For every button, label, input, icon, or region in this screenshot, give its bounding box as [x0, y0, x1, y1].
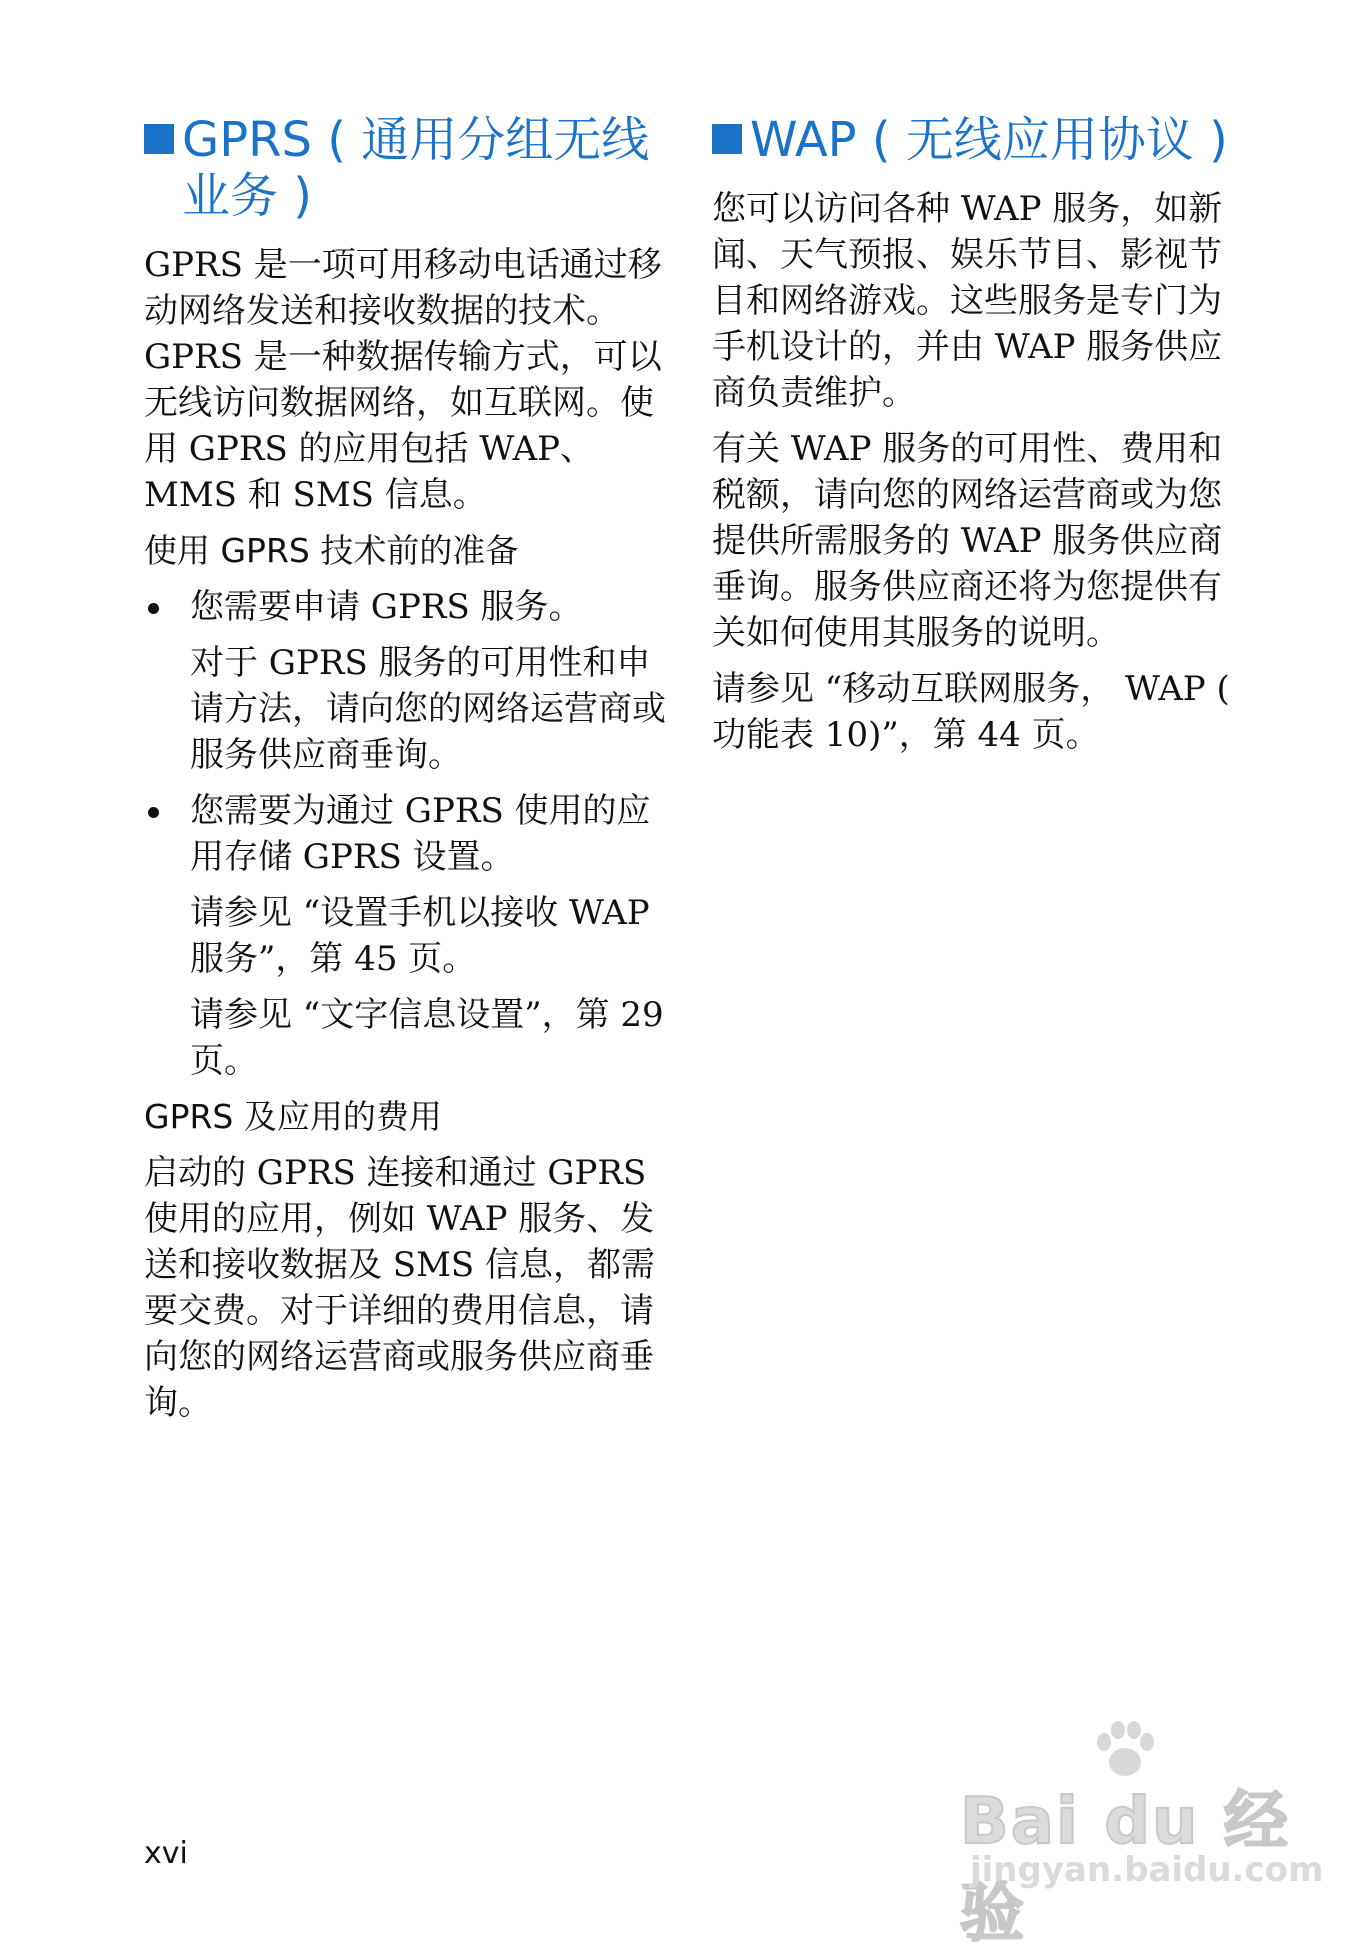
bullet-2-ref-1: 请参见 “设置手机以接收 WAP 服务”，第 45 页。	[190, 893, 650, 979]
gprs-heading-text: GPRS ( 通用分组无线业务 )	[182, 112, 650, 224]
gprs-intro: GPRS 是一项可用移动电话通过移动网络发送和接收数据的技术。 GPRS 是一种数据传输方式，可以无线访问数据网络，如互联网。使用 GPRS 的应用包括 WAP、 MMS 和 SMS 信息。	[144, 245, 662, 515]
watermark-brand: Bai du 经验	[960, 1785, 1290, 1951]
wap-para-1: 您可以访问各种 WAP 服务，如新闻、天气预报、娱乐节目、影视节目和网络游戏。这些服务是专门为手机设计的，并由 WAP 服务供应商负责维护。	[712, 189, 1223, 413]
bullet-2-ref-2: 请参见 “文字信息设置”，第 29 页。	[190, 995, 664, 1081]
right-column	[712, 112, 1232, 768]
list-item	[144, 584, 669, 778]
bullet-1-note: 对于 GPRS 服务的可用性和申请方法，请向您的网络运营商或服务供应商垂询。	[190, 643, 666, 775]
wap-para-2: 有关 WAP 服务的可用性、费用和税额，请向您的网络运营商或为您提供所需服务的 WAP 服务供应商垂询。服务供应商还将为您提供有关如何使用其服务的说明。	[712, 429, 1223, 653]
gprs-charges-text: 启动的 GPRS 连接和通过 GPRS 使用的应用，例如 WAP 服务、发送和接收数据及 SMS 信息，都需要交费。对于详细的费用信息，请向您的网络运营商或服务供应商垂询。	[144, 1153, 656, 1423]
list-item	[144, 788, 669, 1084]
gprs-charges-subheading: GPRS 及应用的费用	[144, 1097, 442, 1136]
watermark-url: jingyan.baidu.com	[970, 1850, 1324, 1890]
gprs-prep-list	[144, 584, 669, 1084]
wap-heading	[712, 112, 1232, 168]
gprs-heading	[144, 112, 669, 224]
page-number: xvi	[144, 1836, 188, 1871]
bullet-icon	[148, 603, 159, 614]
gprs-prep-subheading: 使用 GPRS 技术前的准备	[144, 531, 519, 570]
heading-square-icon	[144, 124, 174, 154]
wap-heading-text: WAP ( 无线应用协议 )	[750, 112, 1228, 168]
bullet-icon	[148, 807, 159, 818]
baidu-jingyan-watermark	[960, 1720, 1324, 1951]
wap-para-3: 请参见 “移动互联网服务， WAP ( 功能表 10)”，第 44 页。	[712, 669, 1230, 755]
bullet-2-text: 您需要为通过 GPRS 使用的应用存储 GPRS 设置。	[190, 791, 651, 877]
heading-square-icon	[712, 124, 742, 154]
left-column	[144, 112, 669, 1436]
bullet-1-text: 您需要申请 GPRS 服务。	[190, 587, 583, 627]
